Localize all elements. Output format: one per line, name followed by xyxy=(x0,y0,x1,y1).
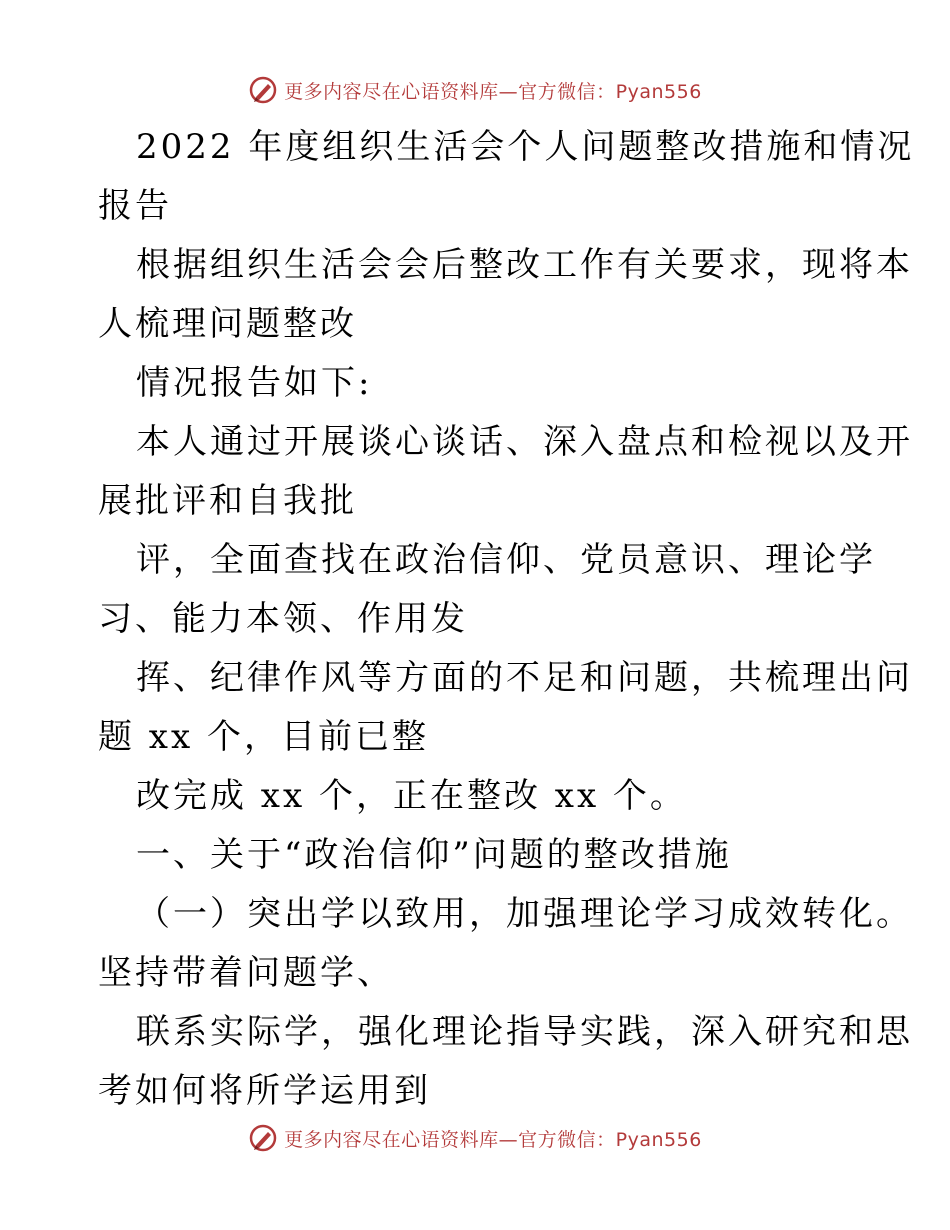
text-line: 题 xx 个，目前已整 xyxy=(98,717,429,757)
text-line: 本人通过开展谈心谈话、深入盘点和检视以及开 xyxy=(136,422,913,462)
text-line: 报告 xyxy=(98,186,172,226)
text-line: 习、能力本领、作用发 xyxy=(98,599,468,639)
text-line: 考如何将所学运用到 xyxy=(98,1071,431,1111)
text-line: 改完成 xx 个，正在整改 xx 个。 xyxy=(136,776,687,816)
text-line: 根据组织生活会会后整改工作有关要求，现将本 xyxy=(136,245,913,285)
text-line: 2022 年度组织生活会个人问题整改措施和情况 xyxy=(136,127,915,167)
text-line: 人梳理问题整改 xyxy=(98,304,357,344)
text-line: 情况报告如下: xyxy=(136,363,373,403)
pen-logo-icon xyxy=(248,1123,278,1153)
text-line: （一）突出学以致用，加强理论学习成效转化。 xyxy=(136,894,913,934)
pen-logo-icon xyxy=(248,75,278,105)
footer-watermark-text: 更多内容尽在心语资料库—官方微信：Pyan556 xyxy=(284,1128,702,1151)
footer-watermark-banner xyxy=(0,1118,950,1158)
text-line: 坚持带着问题学、 xyxy=(98,953,394,993)
text-line: 评，全面查找在政治信仰、党员意识、理论学 xyxy=(136,540,876,580)
document-body xyxy=(98,118,915,1121)
text-line: 挥、纪律作风等方面的不足和问题，共梳理出问 xyxy=(136,658,913,698)
text-line: 联系实际学，强化理论指导实践，深入研究和思 xyxy=(136,1012,913,1052)
text-line: 展批评和自我批 xyxy=(98,481,357,521)
header-watermark-banner xyxy=(0,70,950,110)
text-line: 一、关于“政治信仰”问题的整改措施 xyxy=(136,835,732,875)
header-watermark-text: 更多内容尽在心语资料库—官方微信：Pyan556 xyxy=(284,80,702,103)
